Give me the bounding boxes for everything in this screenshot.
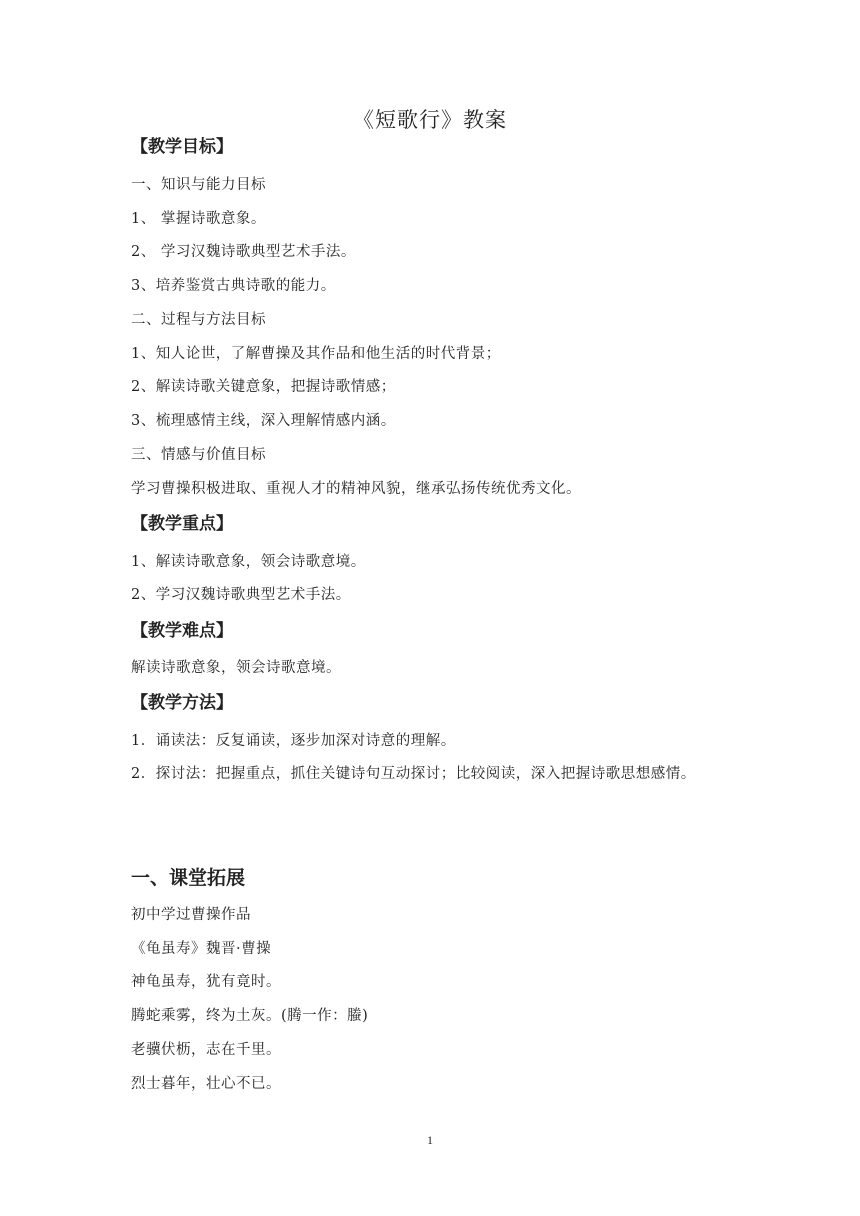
knowledge-goal-heading: 一、知识与能力目标 <box>131 177 266 193</box>
objectives-heading: 【教学目标】 <box>131 137 233 157</box>
process-goal-heading: 二、过程与方法目标 <box>131 312 266 328</box>
value-goal-text: 学习曹操积极进取、重视人才的精神风貌，继承弘扬传统优秀文化。 <box>131 481 581 497</box>
section-heading: 一、课堂拓展 <box>131 867 246 889</box>
method-item: 1．诵读法：反复诵读，逐步加深对诗意的理解。 <box>131 733 456 749</box>
difficulty-heading: 【教学难点】 <box>131 621 233 641</box>
methods-heading: 【教学方法】 <box>131 693 233 713</box>
key-point-item: 1、解读诗歌意象，领会诗歌意境。 <box>131 554 366 570</box>
key-point-item: 2、学习汉魏诗歌典型艺术手法。 <box>131 587 351 603</box>
poem-line: 老骥伏枥，志在千里。 <box>131 1042 281 1058</box>
section-intro: 初中学过曹操作品 <box>131 907 251 923</box>
poem-line: 腾蛇乘雾，终为土灰。(腾一作：螣) <box>131 1008 369 1024</box>
document-title: 《短歌行》教案 <box>353 108 507 132</box>
page-number: 1 <box>427 1133 433 1147</box>
knowledge-goal-item: 2、 学习汉魏诗歌典型艺术手法。 <box>131 244 356 260</box>
poem-line: 神龟虽寿，犹有竟时。 <box>131 974 281 990</box>
difficulty-text: 解读诗歌意象，领会诗歌意境。 <box>131 660 341 676</box>
key-points-heading: 【教学重点】 <box>131 514 233 534</box>
process-goal-item: 2、解读诗歌关键意象，把握诗歌情感； <box>131 379 396 395</box>
knowledge-goal-item: 1、 掌握诗歌意象。 <box>131 211 266 227</box>
process-goal-item: 1、知人论世，了解曹操及其作品和他生活的时代背景； <box>131 346 501 362</box>
process-goal-item: 3、梳理感情主线，深入理解情感内涵。 <box>131 413 396 429</box>
knowledge-goal-item: 3、培养鉴赏古典诗歌的能力。 <box>131 278 336 294</box>
poem-title: 《龟虽寿》魏晋·曹操 <box>131 941 272 957</box>
value-goal-heading: 三、情感与价值目标 <box>131 447 266 463</box>
method-item: 2．探讨法：把握重点，抓住关键诗句互动探讨；比较阅读，深入把握诗歌思想感情。 <box>131 766 696 782</box>
poem-line: 烈士暮年，壮心不已。 <box>131 1076 281 1092</box>
